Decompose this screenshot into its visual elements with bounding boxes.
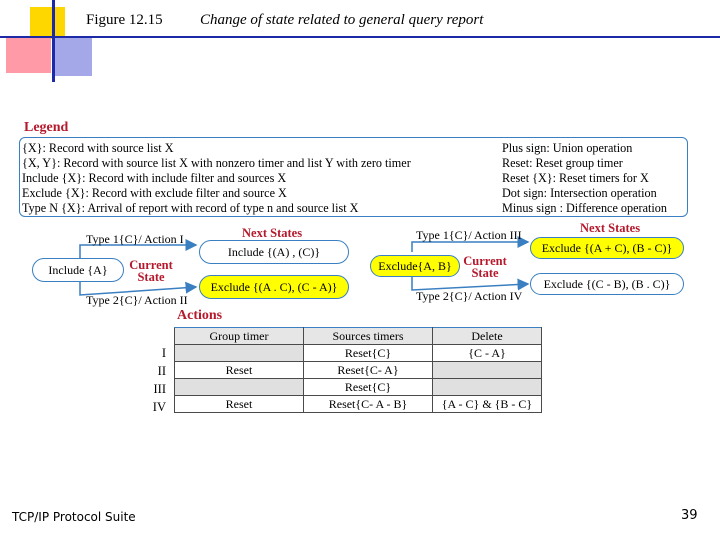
actions-table bbox=[174, 327, 542, 413]
table-cell: Reset{C} bbox=[304, 345, 433, 362]
right-next-states-label: Next States bbox=[580, 221, 641, 235]
legend-entry: Exclude {X}: Record with exclude filter and source X bbox=[22, 186, 287, 200]
table-cell bbox=[175, 379, 304, 396]
left-next-state-bottom: Exclude {(A . C), (C - A)} bbox=[199, 275, 349, 299]
figure-caption: Change of state related to general query report bbox=[200, 12, 484, 28]
table-cell: {C - A} bbox=[433, 345, 542, 362]
column-header: Sources timers bbox=[304, 328, 433, 345]
table-header-row bbox=[175, 328, 542, 345]
legend-entry: Dot sign: Intersection operation bbox=[502, 186, 657, 200]
table-row bbox=[175, 345, 542, 362]
right-current-state-label bbox=[462, 255, 508, 279]
table-cell: Reset bbox=[175, 396, 304, 413]
row-label: IV bbox=[152, 400, 166, 414]
right-top-arrow-label: Type 1{C}/ Action III bbox=[416, 228, 522, 242]
table-cell: Reset{C} bbox=[304, 379, 433, 396]
right-next-state-bottom: Exclude {(C - B), (B . C)} bbox=[530, 273, 684, 295]
table-cell: Reset{C- A} bbox=[304, 362, 433, 379]
table-row bbox=[175, 362, 542, 379]
page-number: 39 bbox=[681, 508, 698, 523]
right-bottom-arrow-label: Type 2{C}/ Action IV bbox=[416, 289, 523, 303]
table-cell bbox=[433, 362, 542, 379]
legend-entry: Plus sign: Union operation bbox=[502, 141, 633, 155]
current-label-line: State bbox=[137, 270, 165, 284]
footer-source: TCP/IP Protocol Suite bbox=[12, 510, 136, 524]
legend-entry: Reset {X}: Reset timers for X bbox=[502, 171, 649, 185]
left-bottom-arrow-label: Type 2{C}/ Action II bbox=[86, 293, 188, 307]
current-label-line: State bbox=[471, 266, 499, 280]
actions-title: Actions bbox=[177, 308, 223, 323]
table-row bbox=[175, 379, 542, 396]
legend-entry: Include {X}: Record with include filter and sources X bbox=[22, 171, 287, 185]
table-cell: {A - C} & {B - C} bbox=[433, 396, 542, 413]
legend-entry: Reset: Reset group timer bbox=[502, 156, 623, 170]
table-cell bbox=[175, 345, 304, 362]
right-current-state: Exclude{A, B} bbox=[370, 255, 460, 277]
legend-entry: Type N {X}: Arrival of report with record of type n and source list X bbox=[22, 201, 359, 215]
table-cell bbox=[433, 379, 542, 396]
current-label-line: Current bbox=[463, 254, 507, 268]
row-label: II bbox=[157, 364, 166, 378]
column-header: Group timer bbox=[175, 328, 304, 345]
figure-number: Figure 12.15 bbox=[86, 12, 163, 28]
left-top-arrow-label: Type 1{C}/ Action I bbox=[86, 232, 184, 246]
row-label: I bbox=[161, 346, 166, 360]
left-current-state: Include {A} bbox=[32, 258, 124, 282]
left-next-states-label: Next States bbox=[242, 226, 303, 240]
column-header: Delete bbox=[433, 328, 542, 345]
left-current-state-label bbox=[128, 259, 174, 283]
arrow-action-3 bbox=[412, 242, 528, 252]
legend-entry: {X, Y}: Record with source list X with nonzero timer and list Y with zero timer bbox=[22, 156, 411, 170]
legend-entry: {X}: Record with source list X bbox=[22, 141, 174, 155]
right-next-state-top: Exclude {(A + C), (B - C)} bbox=[530, 237, 684, 259]
row-label: III bbox=[153, 382, 166, 396]
table-row bbox=[175, 396, 542, 413]
left-next-state-top: Include {(A) , (C)} bbox=[199, 240, 349, 264]
legend-title: Legend bbox=[24, 120, 69, 135]
table-cell: Reset bbox=[175, 362, 304, 379]
table-cell: Reset{C- A - B} bbox=[304, 396, 433, 413]
legend-entry: Minus sign : Difference operation bbox=[502, 201, 667, 215]
current-label-line: Current bbox=[129, 258, 173, 272]
